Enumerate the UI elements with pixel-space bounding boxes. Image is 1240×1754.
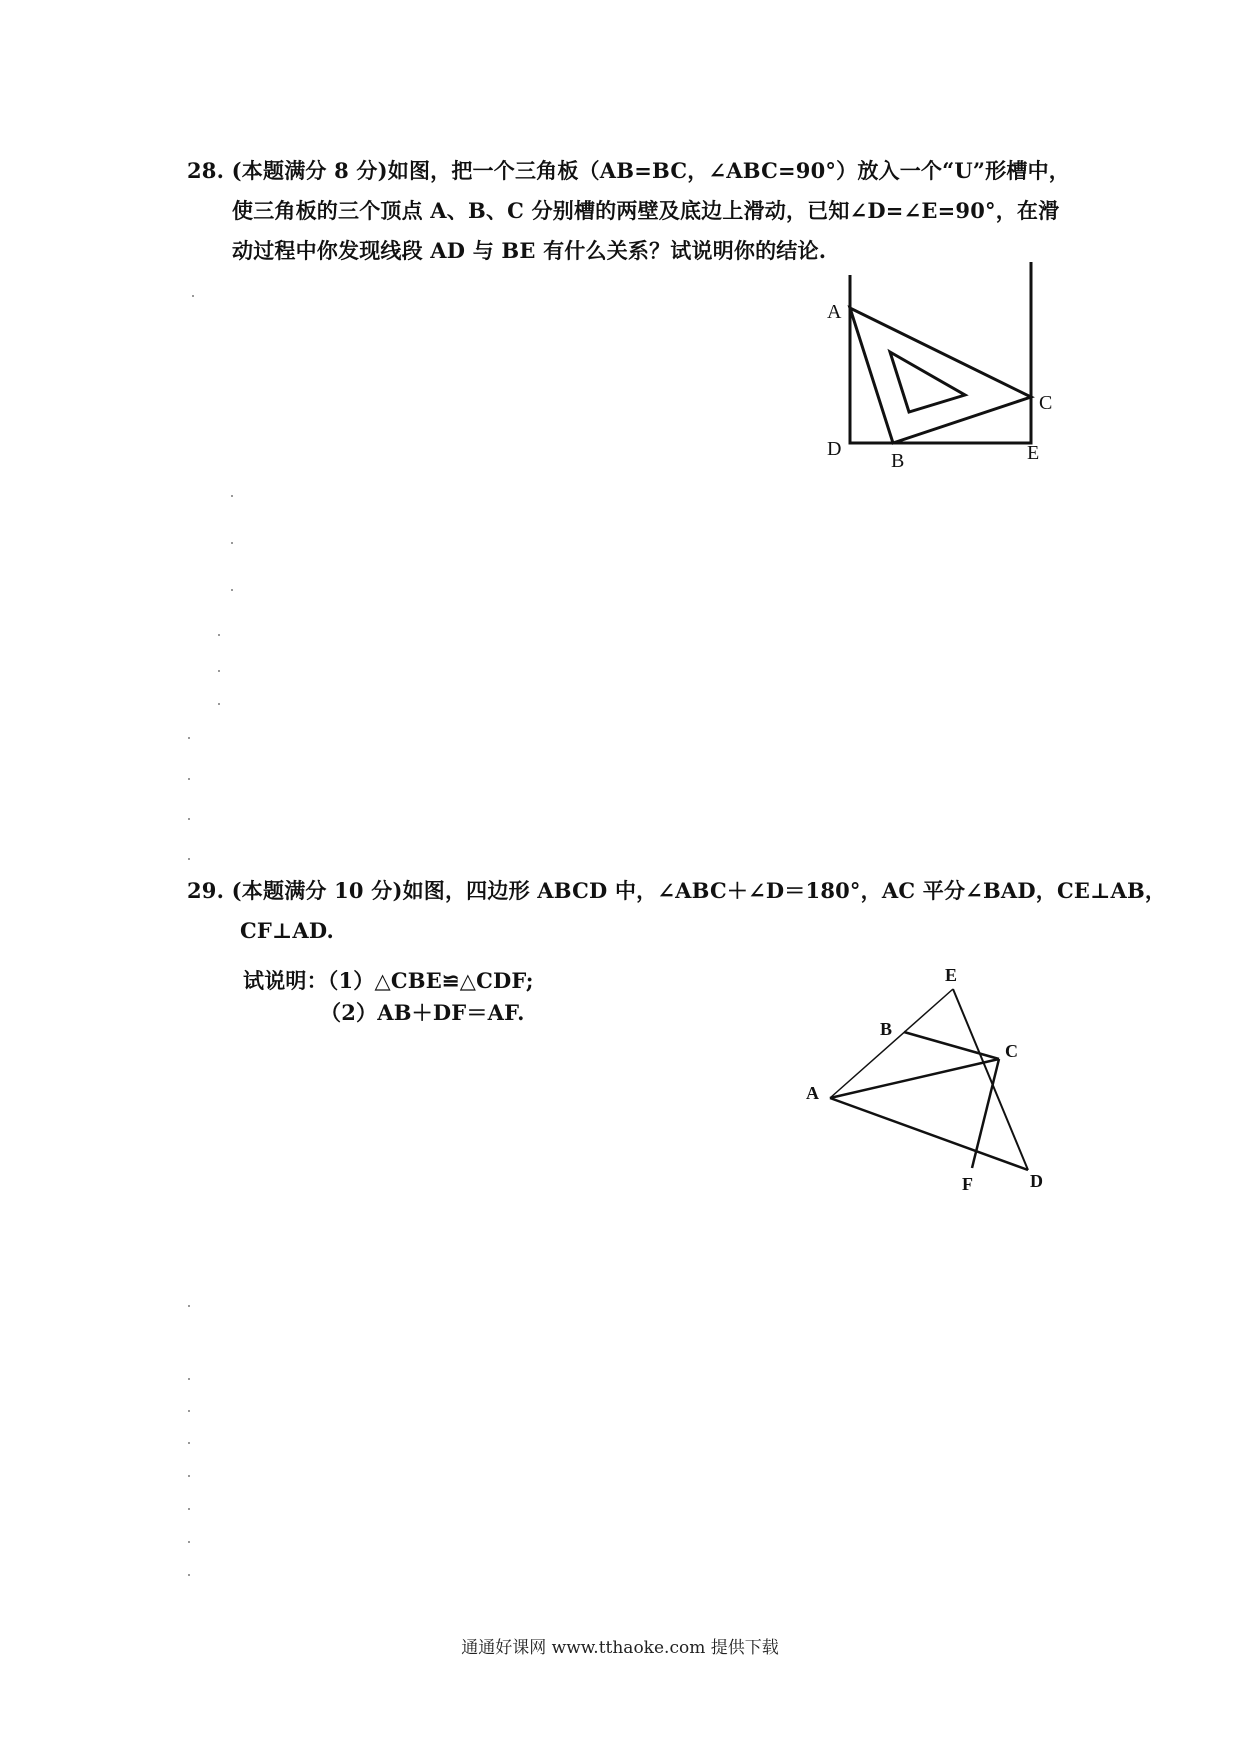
label-e: E: [945, 965, 958, 985]
label-e: E: [1027, 442, 1040, 464]
q29-line-4: （2）AB＋DF＝AF.: [320, 1000, 525, 1025]
q28-number: 28.: [187, 158, 225, 183]
label-d: D: [827, 438, 842, 460]
q28-line-2: 使三角板的三个顶点 A、B、C 分别槽的两壁及底边上滑动，已知∠D=∠E=90°，在滑: [232, 198, 1060, 223]
scan-speck: [231, 542, 233, 544]
scan-speck: [188, 778, 190, 780]
q28-line-1: [187, 156, 1070, 186]
segment-a-c: [830, 1059, 999, 1098]
q29-text-1: (本题满分 10 分)如图，四边形 ABCD 中，∠ABC＋∠D＝180°，AC 平分∠BAD，CE⊥AB，: [231, 878, 1167, 903]
segment-a-e: [830, 989, 953, 1098]
label-a: A: [806, 1083, 819, 1103]
scan-speck: [188, 1378, 190, 1380]
scan-speck: [188, 818, 190, 820]
label-d: D: [1030, 1171, 1043, 1191]
footer-source-note: 通通好课网 www.tthaoke.com 提供下载: [461, 1638, 779, 1658]
segment-e-c-d: [953, 989, 1028, 1170]
scan-speck: [188, 1475, 190, 1477]
q28-u-slot-figure: [820, 260, 1070, 480]
segment-b-c: [904, 1032, 999, 1059]
scan-speck: [218, 670, 220, 672]
q28-text-1: (本题满分 8 分)如图，把一个三角板（AB=BC，∠ABC=90°）放入一个“U”形槽中，: [231, 158, 1070, 183]
scan-speck: [218, 703, 220, 705]
q29-number: 29.: [187, 878, 225, 903]
scan-speck: [188, 1410, 190, 1412]
outer-triangle-abc: [850, 308, 1031, 443]
scan-speck: [188, 1508, 190, 1510]
scan-speck: [188, 737, 190, 739]
scan-speck: [218, 634, 220, 636]
q29-line-2: CF⊥AD.: [240, 918, 335, 943]
label-b: B: [880, 1019, 893, 1039]
q29-line-1: [187, 876, 1166, 906]
scan-speck: [188, 1305, 190, 1307]
scan-speck: [231, 589, 233, 591]
q29-quadrilateral-figure: [790, 955, 1070, 1195]
inner-triangle-hole: [890, 352, 965, 412]
scan-speck: [231, 495, 233, 497]
label-f: F: [962, 1174, 973, 1194]
q28-line-3: 动过程中你发现线段 AD 与 BE 有什么关系？试说明你的结论.: [232, 238, 827, 263]
label-c: C: [1005, 1041, 1018, 1061]
scan-speck: [188, 1442, 190, 1444]
label-a: A: [827, 301, 842, 323]
scan-speck: [188, 1574, 190, 1576]
label-c: C: [1039, 392, 1053, 414]
scan-speck: [188, 1541, 190, 1543]
scan-speck: [192, 295, 194, 297]
segment-c-f: [972, 1059, 999, 1168]
scan-speck: [188, 858, 190, 860]
segment-a-d: [830, 1098, 1028, 1170]
q29-line-3: 试说明：（1）△CBE≌△CDF;: [243, 968, 534, 993]
label-b: B: [891, 450, 905, 472]
